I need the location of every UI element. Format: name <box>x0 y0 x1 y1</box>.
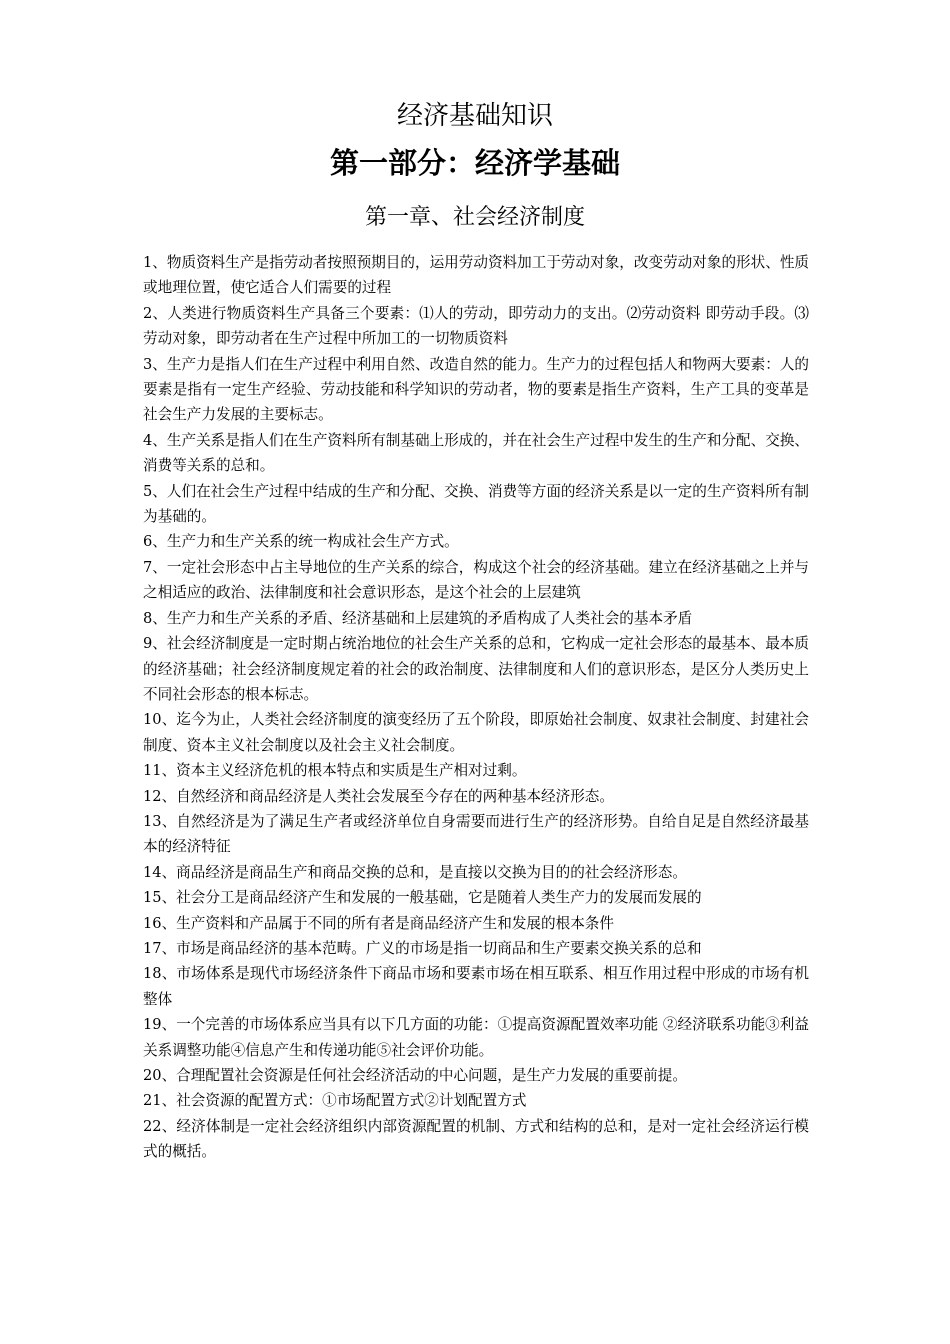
paragraph-3: 3、生产力是指人们在生产过程中利用自然、改造自然的能力。生产力的过程包括人和物两大要素：人的要素是指有一定生产经验、劳动技能和科学知识的劳动者，物的要素是指生产资料，生产工具的变革是社会生产力发展的主要标志。 <box>143 355 810 424</box>
paragraph-8: 8、生产力和生产关系的矛盾、经济基础和上层建筑的矛盾构成了人类社会的基本矛盾 <box>143 609 693 627</box>
paragraph-12: 12、自然经济和商品经济是人类社会发展至今存在的两种基本经济形态。 <box>143 787 614 805</box>
document-body <box>143 250 809 1165</box>
paragraph-11: 11、资本主义经济危机的根本特点和实质是生产相对过剩。 <box>143 762 527 780</box>
paragraph-9: 9、社会经济制度是一定时期占统治地位的社会生产关系的总和，它构成一定社会形态的最基本、最本质的经济基础；社会经济制度规定着的社会的政治制度、法律制度和人们的意识形态，是区分人类历史上不同社会形态的根本标志。 <box>143 635 810 703</box>
paragraph-22: 22、经济体制是一定社会经济组织内部资源配置的机制、方式和结构的总和，是对一定社会经济运行模式的概括。 <box>143 1117 809 1161</box>
paragraph-16: 16、生产资料和产品属于不同的所有者是商品经济产生和发展的根本条件 <box>143 914 614 932</box>
paragraph-4: 4、生产关系是指人们在生产资料所有制基础上形成的，并在社会生产过程中发生的生产和分配、交换、消费等关系的总和。 <box>143 431 810 475</box>
paragraph-15: 15、社会分工是商品经济产生和发展的一般基础，它是随着人类生产力的发展而发展的 <box>143 889 702 907</box>
part-title: 第一部分：经济学基础 <box>329 146 620 180</box>
paragraph-5: 5、人们在社会生产过程中结成的生产和分配、交换、消费等方面的经济关系是以一定的生产资料所有制为基础的。 <box>143 482 810 526</box>
paragraph-17: 17、市场是商品经济的基本范畴。广义的市场是指一切商品和生产要素交换关系的总和 <box>143 939 702 957</box>
paragraph-1: 1、物质资料生产是指劳动者按照预期目的，运用劳动资料加工于劳动对象，改变劳动对象的形状、性质或地理位置，使它适合人们需要的过程 <box>143 254 810 297</box>
paragraph-10: 10、迄今为止，人类社会经济制度的演变经历了五个阶段，即原始社会制度、奴隶社会制度、封建社会制度、资本主义社会制度以及社会主义社会制度。 <box>143 711 809 754</box>
document-title: 经济基础知识 <box>396 101 553 131</box>
paragraph-21: 21、社会资源的配置方式：①市场配置方式②计划配置方式 <box>143 1092 527 1110</box>
paragraph-19: 19、一个完善的市场体系应当具有以下几方面的功能：①提高资源配置效率功能 ②经济联系功能③利益关系调整功能④信息产生和传递功能⑤社会评价功能。 <box>143 1016 809 1059</box>
paragraph-14: 14、商品经济是商品生产和商品交换的总和，是直接以交换为目的的社会经济形态。 <box>143 863 687 881</box>
paragraph-20: 20、合理配置社会资源是任何社会经济活动的中心问题，是生产力发展的重要前提。 <box>143 1067 687 1084</box>
paragraph-6: 6、生产力和生产关系的统一构成社会生产方式。 <box>143 533 459 551</box>
paragraph-13: 13、自然经济是为了满足生产者或经济单位自身需要而进行生产的经济形势。自给自足是自然经济最基本的经济特征 <box>143 812 809 856</box>
chapter-title: 第一章、社会经济制度 <box>364 205 585 230</box>
paragraph-2: 2、人类进行物质资料生产具备三个要素：⑴人的劳动，即劳动力的支出。⑵劳动资料 即劳动手段。⑶劳动对象，即劳动者在生产过程中所加工的一切物质资料 <box>143 304 809 348</box>
paragraph-18: 18、市场体系是现代市场经济条件下商品市场和要素市场在相互联系、相互作用过程中形成的市场有机整体 <box>143 965 809 1008</box>
paragraph-7: 7、一定社会形态中占主导地位的生产关系的综合，构成这个社会的经济基础。建立在经济基础之上并与之相适应的政治、法律制度和社会意识形态，是这个社会的上层建筑 <box>143 558 810 602</box>
